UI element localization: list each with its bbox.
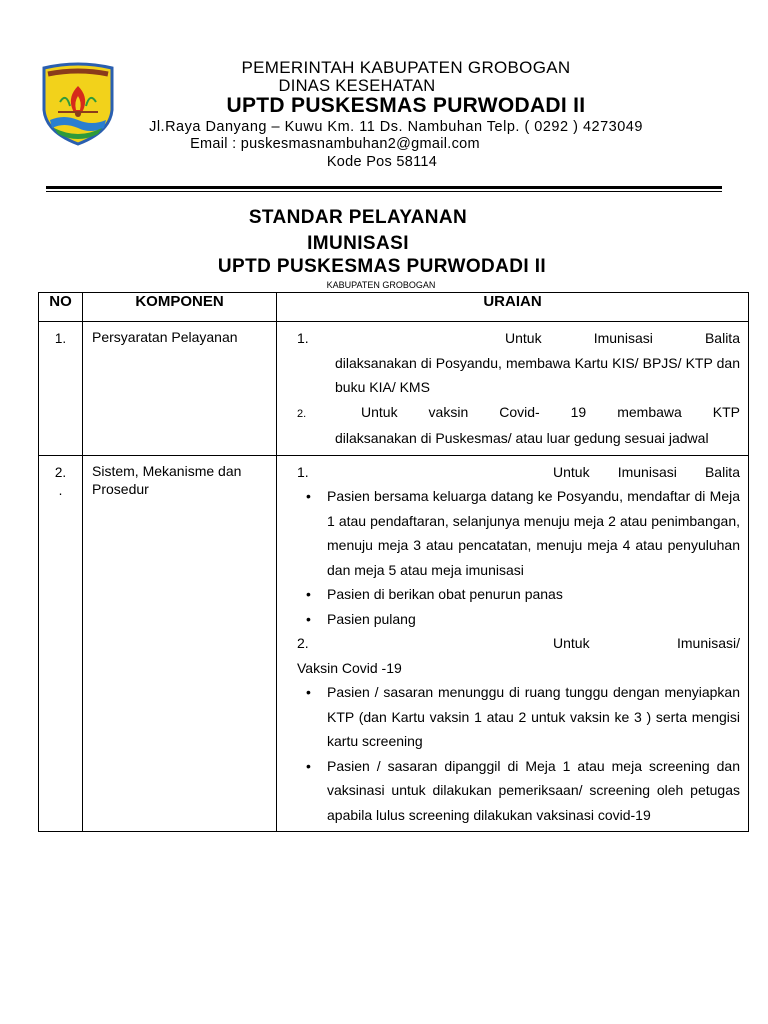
item-number: 1.	[297, 330, 309, 346]
numbered-item	[297, 326, 740, 351]
table-row	[39, 455, 749, 832]
row-description	[277, 322, 749, 456]
header-department: DINAS KESEHATAN	[278, 77, 436, 95]
col-header-no: NO	[39, 293, 83, 322]
item-text: Vaksin Covid -19	[297, 659, 402, 676]
doc-subtitle: IMUNISASI	[307, 233, 409, 254]
doc-regency: KABUPATEN GROBOGAN	[326, 280, 436, 290]
list-item: • Pasien / sasaran menunggu di ruang tunggu dengan menyiapkan KTP (dan Kartu vaksin 1 atau 2 untuk vaksin ke 3 ) serta mengisi kartu screening	[306, 684, 740, 749]
item-text: dilaksanakan di Puskesmas/ atau luar gedung sesuai jadwal	[335, 430, 709, 446]
row-number-extra: .	[58, 482, 63, 498]
list-item: • Pasien / sasaran dipanggil di Meja 1 atau meja screening dan vaksinasi untuk dilakukan pemeriksaan/ screening oleh petugas apabila lulus screening dilakukan vaksinasi covid-19	[306, 757, 740, 823]
doc-institution: UPTD PUSKESMAS PURWODADI II	[217, 256, 547, 277]
bullet-list	[297, 680, 740, 827]
row-number	[39, 455, 83, 832]
list-item: • Pasien bersama keluarga datang ke Posyandu, mendaftar di Meja 1 atau pendaftaran, selanjunya menuju meja 2 atau penimbangan, menuju meja 3 atau pencatatan, menuju meja 4 atau penyuluhan dan meja 5 atau meja imunisasi	[306, 488, 740, 578]
list-item: • Pasien pulang	[306, 610, 416, 627]
col-header-komponen: KOMPONEN	[83, 293, 277, 322]
row-number-text: 2.	[54, 464, 67, 480]
table-header-row	[39, 293, 749, 322]
row-component: Sistem, Mekanisme dan Prosedur	[83, 455, 277, 832]
row-number: 1.	[39, 322, 83, 456]
numbered-item	[297, 400, 740, 427]
item-lead: Untuk Imunisasi Balita	[553, 463, 740, 480]
col-header-uraian: URAIAN	[277, 293, 749, 322]
doc-title: STANDAR PELAYANAN	[248, 207, 468, 228]
header-divider-thick	[46, 186, 722, 189]
item-lead: Untuk vaksin Covid- 19 membawa KTP	[361, 403, 740, 420]
item-lead: Untuk Imunisasi Balita	[505, 330, 740, 346]
item-number: 2.	[297, 407, 307, 420]
header-institution: UPTD PUSKESMAS PURWODADI II	[226, 94, 586, 117]
header-address: Jl.Raya Danyang – Kuwu Km. 11 Ds. Nambuhan Telp. ( 0292 ) 4273049	[149, 119, 643, 135]
item-lead: Untuk Imunisasi/	[553, 635, 740, 651]
row-description	[277, 455, 749, 832]
header-email: Email : puskesmasnambuhan2@gmail.com	[190, 136, 480, 152]
header-postal-code: Kode Pos 58114	[326, 154, 438, 170]
numbered-item	[297, 631, 740, 656]
item-number: 1.	[297, 463, 309, 480]
bullet-list	[297, 484, 740, 631]
table-row	[39, 322, 749, 456]
header-government: PEMERINTAH KABUPATEN GROBOGAN	[241, 58, 571, 77]
row-component: Persyaratan Pelayanan	[83, 322, 277, 456]
item-number: 2.	[297, 635, 309, 651]
item-text: dilaksanakan di Posyandu, membawa Kartu KIS/ BPJS/ KTP dan buku KIA/ KMS	[335, 354, 740, 395]
header-divider-thin	[46, 191, 722, 192]
list-item: • Pasien di berikan obat penurun panas	[306, 586, 563, 602]
numbered-item	[297, 460, 740, 485]
service-standard-table	[38, 292, 749, 832]
